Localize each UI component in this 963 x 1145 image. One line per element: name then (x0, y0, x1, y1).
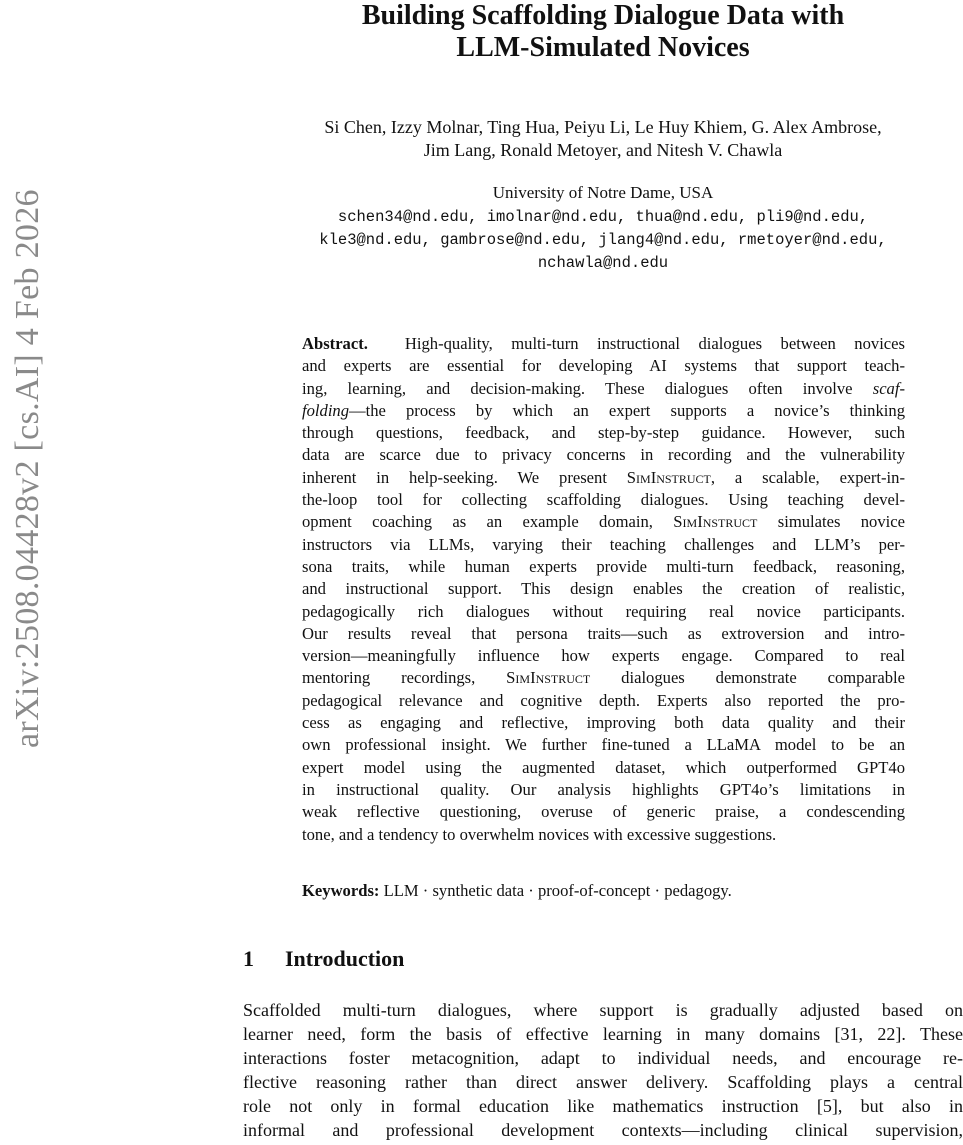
abstract-line: mentoring recordings, SimInstruct dialogues demonstrate comparable (302, 668, 906, 688)
affiliation: University of Notre Dame, USA (492, 183, 714, 202)
abstract-line: sona traits, while human experts provide multi-turn feedback, reasoning, (302, 556, 905, 576)
abstract-line: cess as engaging and reflective, improving both data quality and their (302, 713, 905, 733)
paper-title (243, 0, 963, 64)
abstract-line: data are scarce due to privacy concerns in recording and the vulnerability (302, 445, 905, 465)
emails-line-3: nchawla@nd.edu (537, 254, 669, 272)
keywords (302, 880, 905, 902)
abstract-line: folding—the process by which an expert supports a novice’s thinking (302, 400, 905, 420)
abstract-line: Abstract. High-quality, multi-turn instructional dialogues between novices (302, 334, 905, 353)
abstract-line: and instructional support. This design enables the creation of realistic, (302, 579, 905, 599)
abstract-line: pedagogical relevance and cognitive depth. Experts also reported the pro- (302, 690, 905, 710)
emails-line-2: kle3@nd.edu, gambrose@nd.edu, jlang4@nd.edu, rmetoyer@nd.edu, (319, 231, 887, 249)
intro-line: learner need, form the basis of effective learning in many domains [31, 22]. These (243, 1024, 963, 1044)
author-list (243, 116, 963, 162)
abstract-line: opment coaching as an example domain, SimInstruct simulates novice (302, 512, 905, 532)
section-heading (243, 945, 404, 973)
abstract-line: in instructional quality. Our analysis highlights GPT4o’s limitations in (302, 779, 905, 799)
tool-name: SimInstruct (626, 467, 711, 487)
abstract-line: Our results reveal that persona traits—such as extroversion and intro- (302, 623, 905, 643)
intro-paragraph (243, 998, 963, 1142)
intro-line: interactions foster metacognition, adapt to individual needs, and encourage re- (243, 1048, 963, 1068)
abstract-line: own professional insight. We further fine-tuned a LLaMA model to be an (302, 735, 905, 755)
keywords-label: Keywords: (302, 881, 380, 900)
abstract-line: and experts are essential for developing AI systems that support teach- (302, 356, 905, 376)
emails-line-1: schen34@nd.edu, imolnar@nd.edu, thua@nd.edu, pli9@nd.edu, (337, 208, 869, 226)
abstract-line: ing, learning, and decision-making. These dialogues often involve scaf- (302, 378, 905, 398)
title-line-1: Building Scaffolding Dialogue Data with (361, 0, 845, 31)
keywords-text: LLM · synthetic data · proof-of-concept · pedagogy. (383, 881, 732, 900)
authors-line-2: Jim Lang, Ronald Metoyer, and Nitesh V. Chawla (423, 140, 783, 160)
abstract-line: tone, and a tendency to overwhelm novices with excessive suggestions. (302, 824, 777, 844)
abstract-line: the-loop tool for collecting scaffolding dialogues. Using teaching devel- (302, 490, 905, 510)
intro-line: informal and professional development contexts—including clinical supervision, (243, 1120, 963, 1140)
tool-name: SimInstruct (673, 512, 758, 532)
intro-line: Scaffolded multi-turn dialogues, where support is gradually adjusted based on (243, 1000, 963, 1020)
abstract-line: instructors via LLMs, varying their teaching challenges and LLM’s per- (302, 534, 905, 554)
abstract-line: pedagogically rich dialogues without requiring real novice participants. (302, 601, 905, 621)
abstract-line: weak reflective questioning, overuse of generic praise, a condescending (302, 802, 905, 822)
arxiv-identifier: arXiv:2508.04428v2 [cs.AI] 4 Feb 2026 (9, 189, 46, 748)
section-number: 1 (243, 946, 254, 971)
intro-line: role not only in formal education like mathematics instruction [5], but also in (243, 1096, 963, 1116)
abstract-line: version—meaningfully influence how experts engage. Compared to real (302, 646, 905, 666)
tool-name: SimInstruct (506, 668, 591, 688)
email-list (243, 206, 963, 275)
intro-line: flective reasoning rather than direct answer delivery. Scaffolding plays a central (243, 1072, 963, 1092)
abstract-line: inherent in help-seeking. We present SimInstruct, a scalable, expert-in- (302, 467, 905, 487)
abstract-line: expert model using the augmented dataset, which outperformed GPT4o (302, 757, 905, 777)
section-title: Introduction (285, 946, 405, 971)
abstract (302, 333, 905, 846)
abstract-label: Abstract. (302, 334, 368, 353)
title-line-2: LLM-Simulated Novices (456, 32, 750, 63)
authors-line-1: Si Chen, Izzy Molnar, Ting Hua, Peiyu Li, Le Huy Khiem, G. Alex Ambrose, (324, 117, 882, 137)
abstract-line: through questions, feedback, and step-by-step guidance. However, such (302, 423, 905, 443)
